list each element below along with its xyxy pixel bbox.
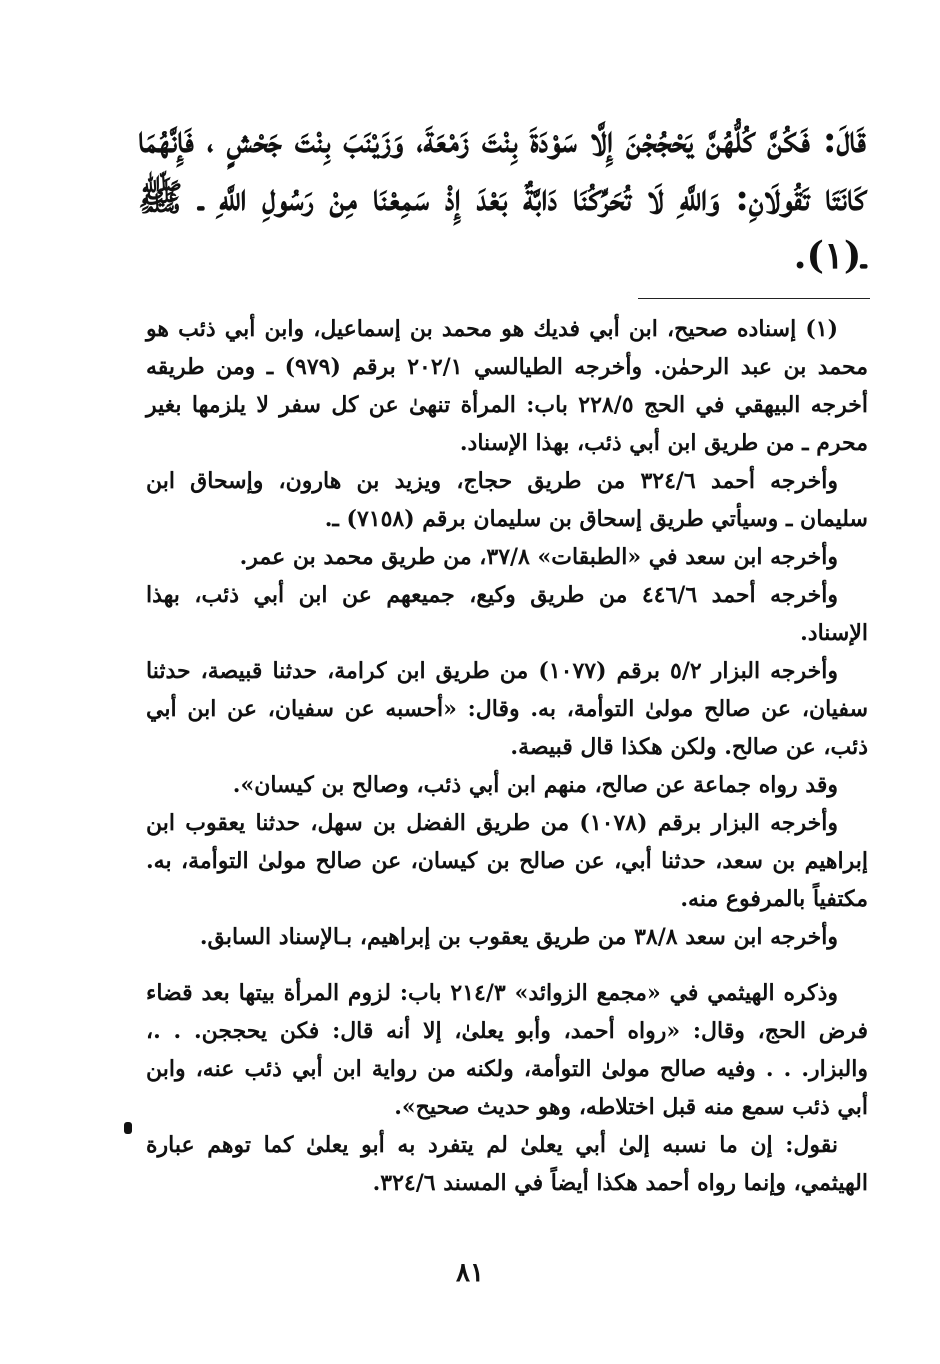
footnote-paragraph: (١) إسناده صحيح، ابن أبي فديك هو محمد بن إسماعيل، وابن أبي ذئب هو محمد بن عبد الرحمٰن. وأخرجه الطيالسي ٢٠٢/١ برقم (٩٧٩) ـ ومن طريقه أخرجه البيهقي في الحج ٢٢٨/٥ باب: المرأة تنهىٰ عن كل سفر لا يلزمها بغير محرم ـ من طريق ابن أبي ذئب، بهذا الإسناد. xyxy=(146,316,869,456)
footnote-paragraph: وأخرجه البزار ٥/٢ برقم (١٠٧٧) من طريق ابن كرامة، حدثنا قبيصة، حدثنا سفيان، عن صالح مولىٰ التوأمة، به. وقال: «أحسبه عن سفيان، عن ابن أبي ذئب، عن صالح. ولكن هكذا قال قبيصة. xyxy=(146,658,868,760)
footnote-paragraph: وأخرجه ابن سعد في «الطبقات» ٣٧/٨، من طريق محمد بن عمر. xyxy=(239,544,838,570)
page-number: ٨١ xyxy=(456,1258,484,1288)
footnote-paragraph: نقول: إن ما نسبه إلىٰ أبي يعلىٰ لم يتفرد به أبو يعلىٰ كما توهم عبارة الهيثمي، وإنما رواه أحمد هكذا أيضاً في المسند ٣٢٤/٦. xyxy=(146,1132,868,1196)
footnote-paragraph: وأخرجه البزار برقم (١٠٧٨) من طريق الفضل بن سهل، حدثنا يعقوب ابن إبراهيم بن سعد، حدثنا أبي، عن صالح بن كيسان، عن صالح مولىٰ التوأمة، به. مكتفياً بالمرفوع منه. xyxy=(146,810,868,912)
margin-mark xyxy=(124,1122,132,1134)
footnote-paragraph: وأخرجه أحمد ٤٤٦/٦ من طريق وكيع، جميعهم عن ابن أبي ذئب، بهذا الإسناد. xyxy=(146,582,868,646)
footnote-paragraph: وقد رواه جماعة عن صالح، منهم ابن أبي ذئب، وصالح بن كيسان». xyxy=(232,772,838,798)
footnote-paragraph: وأخرجه ابن سعد ٣٨/٨ من طريق يعقوب بن إبراهيم، بـالإسناد السابق. xyxy=(199,924,838,950)
footnote-paragraph: وأخرجه أحمد ٣٢٤/٦ من طريق حجاج، ويزيد بن هارون، وإسحاق ابن سليمان ـ وسيأتي طريق إسحاق بن سليمان برقم (٧١٥٨) ـ. xyxy=(146,468,868,532)
footnotes xyxy=(146,310,868,1202)
hadith-text: قَالَ: فَكُنَّ كُلُّهُنَّ يَحْجُجْنَ إِلَّا سَوْدَةَ بِنْتَ زَمْعَةَ، وَزَيْنَبَ بِنْتَ جَحْشٍ ، فَإِنَّهُمَا كَانَتَا تَقُولَانِ: وَاللَّهِ لَا تُحَرِّكُنَا دَابَّةٌ بَعْدَ إِذْ سَمِعْنَا مِنْ رَسُولِ اللَّهِ ـ ﷺ ـ(١). xyxy=(138,117,866,277)
footnote-separator xyxy=(638,298,870,299)
footnote-paragraph: وذكره الهيثمي في «مجمع الزوائد» ٢١٤/٣ باب: لزوم المرأة بيتها بعد قضاء فرض الحج، وقال: «رواه أحمد، وأبو يعلىٰ، إلا أنه قال: فكن يحججن. . .، والبزار. . . وفيه صالح مولىٰ التوأمة، ولكنه من رواية ابن أبي ذئب عنه، وابن أبي ذئب سمع منه قبل اختلاطه، وهو حديث صحيح». xyxy=(146,980,868,1120)
